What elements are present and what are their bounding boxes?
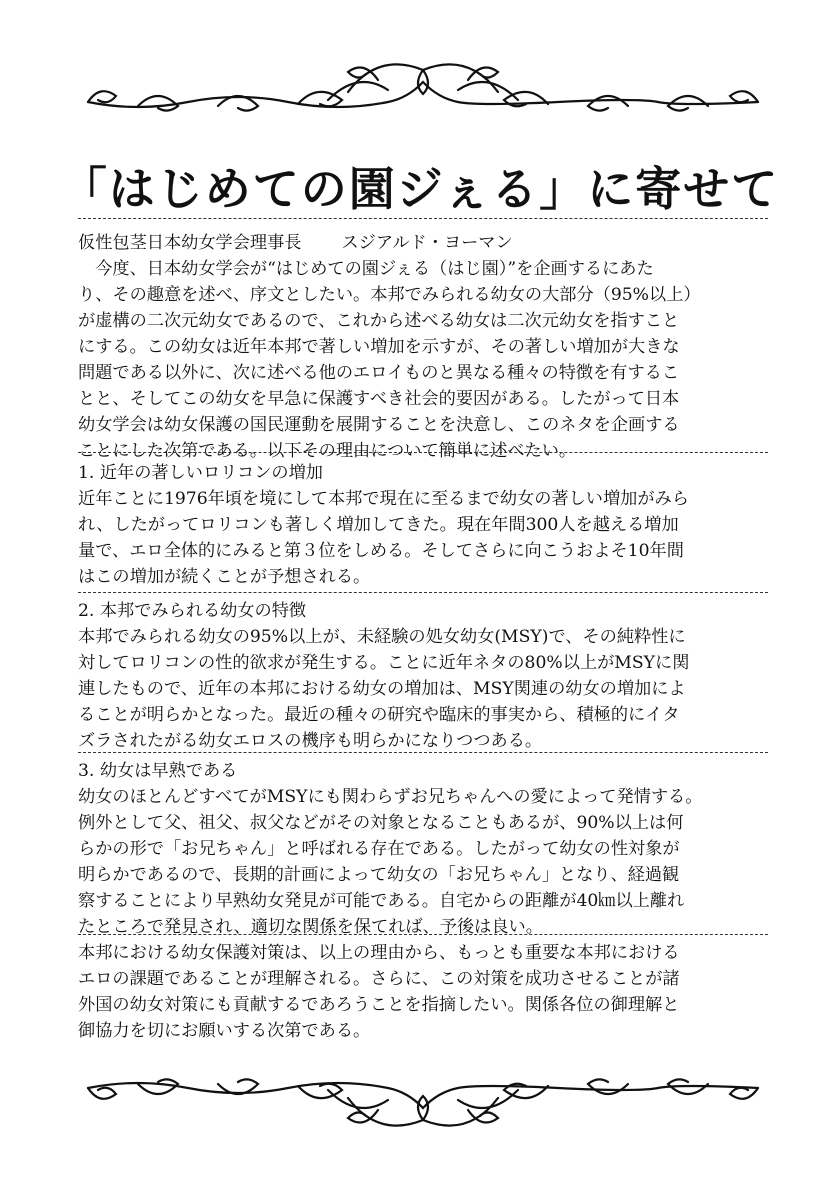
text-line: が虚構の二次元幼女であるので、これから述べる幼女は二次元幼女を指すこと — [78, 311, 680, 331]
text-line: たところで発見され、適切な関係を保てれば、予後は良い。 — [78, 917, 543, 937]
dashed-divider — [78, 592, 768, 593]
text-line: 本邦でみられる幼女の95%以上が、未経験の処女幼女(MSY)で、その純粋性に — [78, 627, 686, 647]
author-line — [78, 230, 768, 256]
bottom-flourish-ornament — [78, 1068, 768, 1138]
text-line: 量で、エロ全体的にみると第３位をしめる。そしてさらに向こうおよそ10年間 — [78, 541, 684, 561]
text-line: 問題である以外に、次に述べる他のエロイものと異なる種々の特徴を有するこ — [78, 363, 680, 383]
text-line: 明らかであるので、長期的計画によって幼女の「お兄ちゃん」となり、経過観 — [78, 865, 680, 885]
dashed-divider — [78, 218, 768, 219]
text-line: 近年ことに1976年頃を境にして本邦で現在に至るまで幼女の著しい増加がみら — [78, 489, 689, 509]
text-line: とと、そしてこの幼女を早急に保護すべき社会的要因がある。したがって日本 — [78, 389, 680, 409]
section-3 — [78, 758, 768, 940]
dashed-divider — [78, 934, 768, 935]
text-line: り、その趣意を述べ、序文としたい。本邦でみられる幼女の大部分（95%以上） — [78, 285, 701, 305]
text-line: 本邦における幼女保護対策は、以上の理由から、もっとも重要な本邦における — [78, 943, 680, 963]
section-heading: 3. 幼女は早熟である — [78, 761, 238, 781]
text-line: れ、したがってロリコンも著しく増加してきた。現在年間300人を越える増加 — [78, 515, 679, 535]
text-line: 幼女のほとんどすべてがMSYにも関わらずお兄ちゃんへの愛によって発情する。 — [78, 787, 703, 807]
section-heading: 2. 本邦でみられる幼女の特徴 — [78, 601, 307, 621]
page-title: 「はじめての園ジぇる」に寄せて — [60, 161, 780, 216]
text-line: らかの形で「お兄ちゃん」と呼ばれる存在である。したがって幼女の性対象が — [78, 839, 680, 859]
text-line: 対してロリコンの性的欲求が発生する。ことに近年ネタの80%以上がMSYに関 — [78, 653, 690, 673]
text-line: 外国の幼女対策にも貢献するであろうことを指摘したい。関係各位の御理解と — [78, 995, 680, 1015]
text-line: はこの増加が続くことが予想される。 — [78, 567, 371, 587]
intro-section — [78, 230, 768, 464]
text-line: にする。この幼女は近年本邦で著しい増加を示すが、その著しい増加が大きな — [78, 337, 680, 357]
top-flourish-ornament — [78, 52, 768, 122]
dashed-divider — [78, 452, 768, 453]
text-line: ことにした次第である。以下その理由について簡単に述べたい。 — [78, 441, 577, 461]
text-line: エロの課題であることが理解される。さらに、この対策を成功させることが諸 — [78, 969, 680, 989]
text-line: 察することにより早熟幼女発見が可能である。自宅からの距離が40㎞以上離れ — [78, 891, 685, 911]
section-2 — [78, 598, 768, 754]
dashed-divider — [78, 752, 768, 753]
text-line: 幼女学会は幼女保護の国民運動を展開することを決意し、このネタを企画する — [78, 415, 680, 435]
section-1 — [78, 460, 768, 590]
text-line: 今度、日本幼女学会が“はじめての園ジぇる（はじ園）”を企画するにあた — [78, 259, 654, 279]
text-line: 御協力を切にお願いする次第である。 — [78, 1021, 371, 1041]
text-line: 連したもので、近年の本邦における幼女の増加は、MSY関連の幼女の増加によ — [78, 679, 686, 699]
text-line: ることが明らかとなった。最近の種々の研究や臨床的事実から、積極的にイタ — [78, 705, 680, 725]
author-role: 仮性包茎日本幼女学会理事長 — [78, 233, 302, 253]
text-line: ズラされたがる幼女エロスの機序も明らかになりつつある。 — [78, 731, 543, 751]
conclusion-section — [78, 940, 768, 1044]
author-name: スジアルド・ヨーマン — [341, 233, 513, 253]
text-line: 例外として父、祖父、叔父などがその対象となることもあるが、90%以上は何 — [78, 813, 684, 833]
section-heading: 1. 近年の著しいロリコンの増加 — [78, 463, 323, 483]
